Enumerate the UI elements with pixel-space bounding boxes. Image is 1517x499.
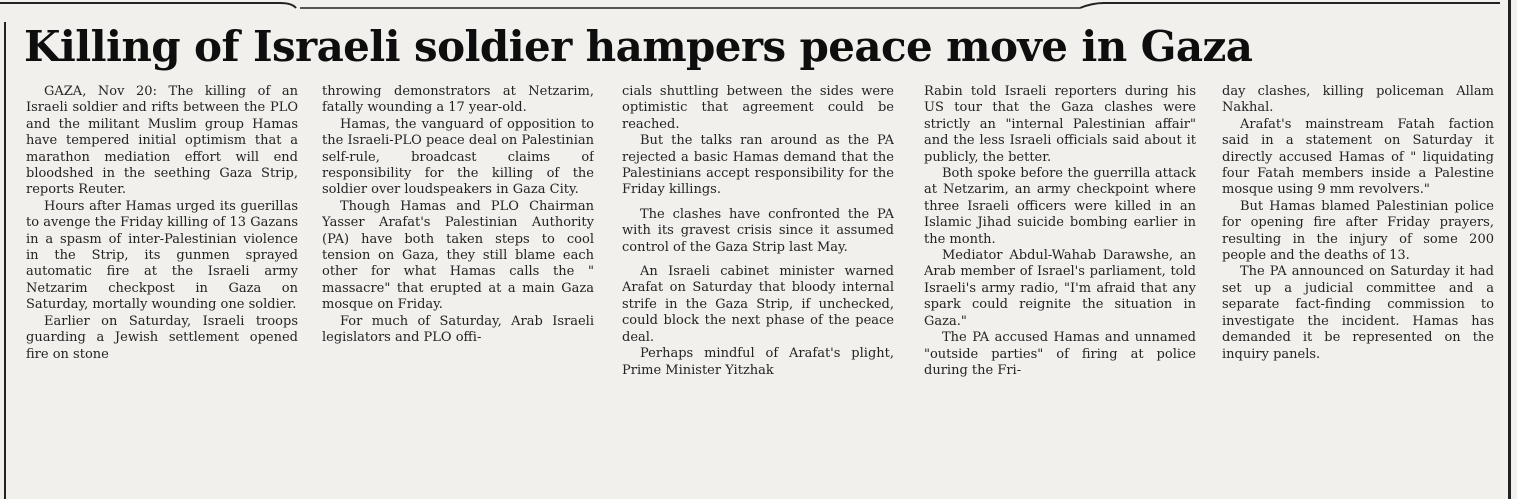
paragraph: For much of Saturday, Arab Israeli legislators and PLO offi-: [322, 313, 594, 346]
article-column-5: [1222, 84, 1494, 499]
article-column-2: [322, 84, 594, 499]
paragraph: day clashes, killing policeman Allam Nakhal.: [1222, 84, 1494, 116]
paragraph: The clashes have confronted the PA with its gravest crisis since it assumed control of the Gaza Strip last May.: [622, 206, 894, 255]
paragraph: Both spoke before the guerrilla attack at Netzarim, an army checkpoint where three Israeli officers were killed in an Islamic Jihad suicide bombing earlier in the month.: [924, 166, 1196, 247]
paragraph: Perhaps mindful of Arafat's plight, Prime Minister Yitzhak: [622, 346, 894, 378]
article-column-3: [622, 84, 894, 499]
paragraph: But Hamas blamed Palestinian police for opening fire after Friday prayers, resulting in the injury of some 200 people and the deaths of 13.: [1222, 198, 1494, 264]
paragraph: Rabin told Israeli reporters during his US tour that the Gaza clashes were strictly an "internal Palestinian affair" and the less Israeli officials said about it publicly, the better.: [924, 84, 1196, 165]
article-column-1: [26, 84, 298, 499]
paragraph: cials shuttling between the sides were optimistic that agreement could be reached.: [622, 84, 894, 132]
left-column-rule: [4, 22, 6, 499]
paragraph: Arafat's mainstream Fatah faction said in a statement on Saturday it directly accused Hamas of " liquidating four Fatah members inside a Palestine mosque using 9 mm revolvers.": [1222, 116, 1494, 198]
paragraph: throwing demonstrators at Netzarim, fatally wounding a 17 year-old.: [322, 84, 594, 116]
paragraph: Mediator Abdul-Wahab Darawshe, an Arab member of Israel's parliament, told Israeli's army radio, "I'm afraid that any spark could reignite the situation in Gaza.": [924, 248, 1196, 329]
paragraph: Though Hamas and PLO Chairman Yasser Arafat's Palestinian Authority (PA) have both taken steps to cool tension on Gaza, they still blame each other for what Hamas calls the " massacre" that erupted at a main Gaza mosque on Friday.: [322, 198, 594, 313]
paragraph: The PA announced on Saturday it had set up a judicial committee and a separate fact-finding commission to investigate the incident. Hamas has demanded it be represented on the inquiry panels.: [1222, 264, 1494, 362]
paragraph: GAZA, Nov 20: The killing of an Israeli soldier and rifts between the PLO and the militant Muslim group Hamas have tempered initial optimism that a marathon mediation effort will end bloodshed in the seething Gaza Strip, reports Reuter.: [26, 84, 298, 198]
paragraph: Hours after Hamas urged its guerillas to avenge the Friday killing of 13 Gazans in a spasm of inter-Palestinian violence in the Strip, its gunmen sprayed automatic fire at the Israeli army Netzarim checkpost in Gaza on Saturday, mortally wounding one soldier.: [26, 198, 298, 313]
paragraph: But the talks ran around as the PA rejected a basic Hamas demand that the Palestinians accept responsibility for the Friday killings.: [622, 133, 894, 198]
right-column-rule: [1508, 0, 1511, 499]
article-column-4: [924, 84, 1196, 499]
top-border-rule: [0, 0, 1517, 10]
paragraph: An Israeli cabinet minister warned Arafat on Saturday that bloody internal strife in the Gaza Strip, if unchecked, could block the next phase of the peace deal.: [622, 264, 894, 345]
article-body: [26, 84, 1506, 499]
paragraph: The PA accused Hamas and unnamed "outside parties" of firing at police during the Fri-: [924, 330, 1196, 378]
headline: Killing of Israeli soldier hampers peace move in Gaza: [24, 22, 1253, 71]
paragraph: Earlier on Saturday, Israeli troops guarding a Jewish settlement opened fire on stone: [26, 313, 298, 362]
paragraph: Hamas, the vanguard of opposition to the Israeli-PLO peace deal on Palestinian self-rule, broadcast claims of responsibility for the killing of the soldier over loudspeakers in Gaza City.: [322, 116, 594, 198]
